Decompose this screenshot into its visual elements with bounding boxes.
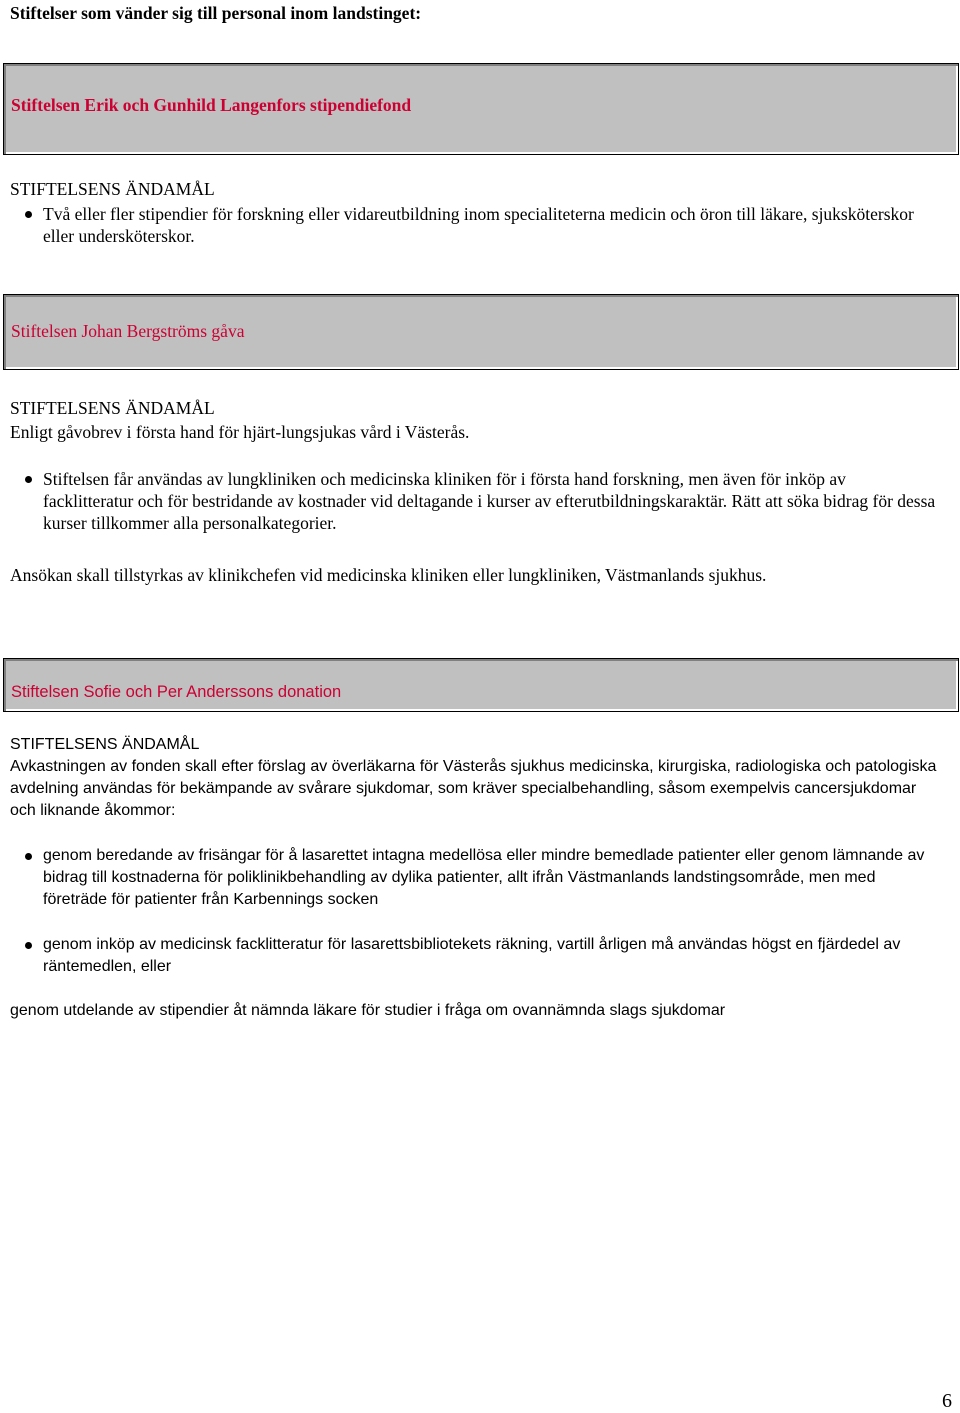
purpose-label: STIFTELSENS ÄNDAMÅL — [10, 398, 215, 418]
section-title: Stiftelsen Erik och Gunhild Langenfors stipendiefond — [11, 95, 412, 115]
page-number: 6 — [942, 1390, 952, 1412]
section-title-box — [3, 294, 959, 370]
purpose-label: STIFTELSENS ÄNDAMÅL — [10, 736, 200, 753]
section-title: Stiftelsen Johan Bergströms gåva — [11, 321, 245, 341]
list-item-text: genom beredande av frisängar för å lasarettet intagna medellösa eller mindre bemedlade patienter eller genom lämnande av bidrag till kostnaderna för poliklinikbehandling av dylika patienter, allt ifrån Västmanlands landstingsområde, men med företräde för patienter från Karbennings socken — [43, 847, 925, 908]
section-title: Stiftelsen Sofie och Per Anderssons donation — [11, 683, 342, 701]
section-title-box — [3, 63, 959, 155]
list-item-text: genom inköp av medicinsk facklitteratur för lasarettsbibliotekets räkning, vartill årligen må användas högst en fjärdedel av räntemedlen, eller — [43, 936, 901, 975]
section-title-box — [3, 658, 959, 712]
bullet-icon — [25, 942, 32, 949]
section-closing: Ansökan skall tillstyrkas av klinikchefen vid medicinska kliniken eller lungkliniken, Västmanlands sjukhus. — [10, 565, 767, 585]
bullet-icon — [25, 476, 32, 483]
list-item-text: Två eller fler stipendier för forskning eller vidareutbildning inom specialiteterna medicin och öron till läkare, sjuksköterskor eller undersköterskor. — [43, 204, 914, 246]
section-intro: Enligt gåvobrev i första hand för hjärt-lungsjukas vård i Västerås. — [10, 422, 470, 442]
bullet-icon — [25, 211, 32, 218]
section-closing: genom utdelande av stipendier åt nämnda läkare för studier i fråga om ovannämnda slags sjukdomar — [10, 1002, 726, 1019]
purpose-label: STIFTELSENS ÄNDAMÅL — [10, 179, 215, 199]
list-item-text: Stiftelsen får användas av lungkliniken och medicinska kliniken för i första hand forskning, men även för inköp av facklitteratur och för bestridande av kostnader vid deltagande i kurser av efterutbildningskaraktär. Rätt att söka bidrag för dessa kurser tillkommer alla personalkategorier. — [43, 469, 936, 533]
page-heading: Stiftelser som vänder sig till personal inom landstinget: — [10, 3, 422, 23]
section-intro: Avkastningen av fonden skall efter förslag av överläkarna för Västerås sjukhus medicinska, kirurgiska, radiologiska och patologiska avdelning användas för bekämpande av svårare sjukdomar, som kräver specialbehandling, såsom exempelvis cancersjukdomar och liknande åkommor: — [10, 758, 937, 819]
bullet-icon — [25, 853, 32, 860]
